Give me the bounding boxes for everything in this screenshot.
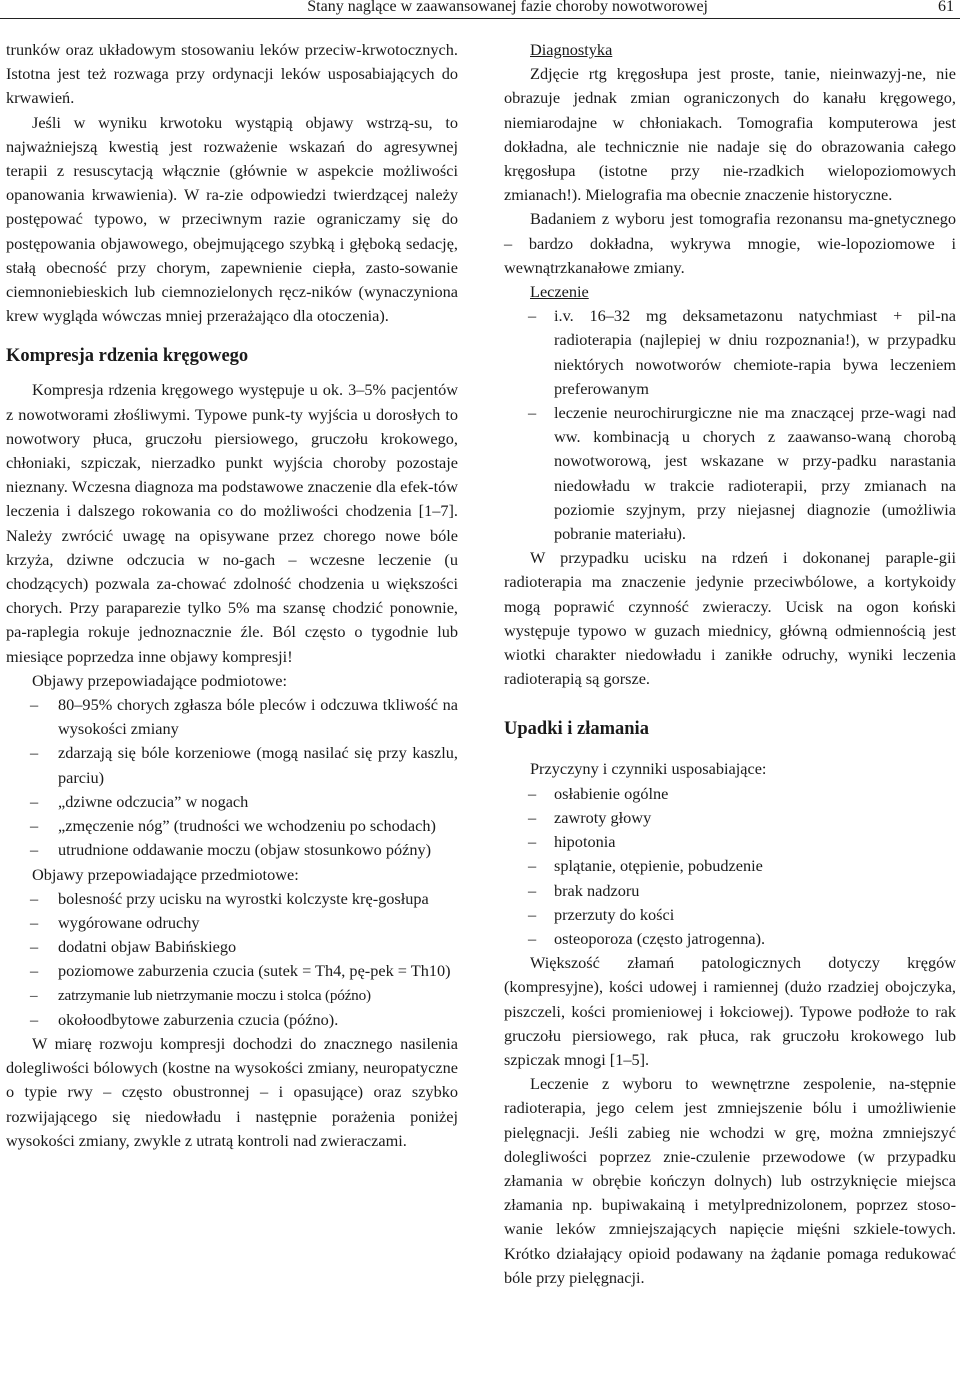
paragraph-diagnostics-mri: Badaniem z wyboru jest tomografia rezonansu ma-gnetycznego – bardzo dokładna, wykrywa mnogie, wie-lopoziomowe i wewnątrzkanałowe zmiany.: [504, 209, 956, 277]
objective-symptoms-label: Objawy przepowiadające przedmiotowe:: [32, 864, 299, 884]
list-item: – osłabienie ogólne: [504, 782, 956, 806]
objective-symptoms-list: [6, 887, 458, 1032]
left-column: [6, 38, 458, 1153]
list-item: – okołoodbytowe zaburzenia czucia (późno).: [6, 1008, 458, 1032]
list-item: – „dziwne odczucia” w nogach: [6, 790, 458, 814]
diagnostics-label: Diagnostyka: [530, 40, 613, 59]
list-item: – i.v. 16–32 mg deksametazonu natychmiast + pil-na radioterapia (najlepiej w dniu rozpoznania!), w przypadku niektórych nowotworów chemiote-rapia bywa leczeniem preferowanym: [504, 304, 956, 401]
subjective-symptoms-list: [6, 693, 458, 862]
causes-label: Przyczyny i czynniki usposabiające:: [530, 759, 767, 779]
list-item: – poziomowe zaburzenia czucia (sutek = Th4, pę-pek = Th10): [6, 959, 458, 983]
treatment-label: Leczenie: [530, 282, 589, 302]
list-item: – przerzuty do kości: [504, 903, 956, 927]
list-item: – leczenie neurochirurgiczne nie ma znaczącej prze-wagi nad ww. kombinacją u chorych z zaawanso-waną chorobą nowotworową, jest wskazane w przy-padku narastania niedowładu w trakcie radioterapii, przy zmianach na poziomie szyjnym, przy niejasnej diagnozie (umożliwia pobranie materiału).: [504, 401, 956, 546]
paragraph-fracture-treatment: Leczenie z wyboru to wewnętrzne zespolenie, na-stępnie radioterapia, jego celem jest zmniejszenie bólu i umożliwienie pielęgnacji. Jeśli zabieg nie wchodzi w grę, można zmniejszyć dolegliwości poprzez znie-czulenie przewodowe (w przypadku złamania w obrębie kończyn dolnych) lub ostrzyknięcie miejsca złamania np. bupiwakainą i metylprednizolonem, poprzez stoso-wanie leków zmniejszających napięcie mięśni szkiele-towych. Krótko działający opioid podawany na żądanie pomaga redukować bóle przy pielęgnacji.: [504, 1074, 956, 1287]
treatment-list: [504, 304, 956, 546]
causes-list: [504, 782, 956, 951]
paragraph-shock: Jeśli w wyniku krwotoku wystąpią objawy wstrzą-su, to najważniejszą kwestią jest rozważenie wskazań do agresywnej terapii z resuscytacją włącznie (głównie w aspekcie możliwości opanowania krwawienia). W ra-zie odpowiedzi twierdzącej należy postępować typowo, w przeciwnym razie ograniczamy się do postępowania objawowego, obejmującego szybką i głęboką sedację, stałą obecność przy chorym, zapewnienie ciepła, zasto-sowanie ciemnoniebieskich lub ciemnozielonych ręcz-ników (wynaczyniona krew wygląda wówczas mniej przerażająco dla otoczenia).: [6, 112, 458, 326]
list-item: – wygórowane odruchy: [6, 911, 458, 935]
subjective-symptoms-label: Objawy przepowiadające podmiotowe:: [32, 670, 287, 690]
list-item: – brak nadzoru: [504, 879, 956, 903]
list-item: – zdarzają się bóle korzeniowe (mogą nasilać się przy kaszlu, parciu): [6, 741, 458, 789]
section-heading-falls-fractures: Upadki i złamania: [504, 719, 649, 740]
paragraph-diagnostics-imaging: Zdjęcie rtg kręgosłupa jest proste, tanie, nieinwazyj-ne, nie obrazuje jednak zmian ograniczonych do kanału kręgowego, niemiarodajne w chłoniakach. Tomografia komputerowa jest dokładna, ale technicznie nie nadaje się do obrazowania całego kręgosłupa (istotne przy nie-rzadkich wielopoziomowych zmianach!). Mielografia ma obecnie znaczenie historyczne.: [504, 64, 956, 205]
page-number: 61: [938, 0, 954, 15]
list-item: – splątanie, otępienie, pobudzenie: [504, 854, 956, 878]
running-header: [0, 0, 960, 19]
paragraph-pathological-fractures: Większość złamań patologicznych dotyczy kręgów (kompresyjne), kości udowej i ramiennej (dużo rzadziej obojczyka, piszczeli, kości promieniowej i łokciowej). Typowe podłoże to rak gruczołu piersiowego, rak płuca, rak gruczołu krokowego lub szpiczak mnogi [1–5].: [504, 953, 956, 1069]
paragraph-bleeding-end: trunków oraz układowym stosowaniu leków przeciw-krwotocznych. Istotna jest też rozwaga przy ordynacji leków usposabiających do krwawień.: [6, 40, 458, 108]
list-item: – zawroty głowy: [504, 806, 956, 830]
list-item: – „zmęczenie nóg” (trudności we wchodzeniu po schodach): [6, 814, 458, 838]
list-item: – utrudnione oddawanie moczu (objaw stosunkowo późny): [6, 838, 458, 862]
list-item: – bolesność przy ucisku na wyrostki kolczyste krę-gosłupa: [6, 887, 458, 911]
paragraph-compression-progress: W miarę rozwoju kompresji dochodzi do znacznego nasilenia dolegliwości bólowych (kostne na wysokości zmiany, neuropatyczne o typie rwy – często obustronnej – i opasujące) oraz szybko rozwijającego się niedowładu i następnie porażenia poniżej wysokości zmiany, zwykle z utratą kontroli nad zwieraczami.: [6, 1033, 458, 1150]
paragraph-cauda-equina: W przypadku ucisku na rdzeń i dokonanej paraple-gii radioterapia ma znaczenie jedynie przeciwbólowe, a kortykoidy mogą poprawić czynność zwieraczy. Ucisk na ogon koński występuje typowo w guzach miednicy, główną odmiennością jest wiotki charakter niedowładu i zanikłe odruchy, wyniki leczenia radioterapią są gorsze.: [504, 548, 956, 689]
list-item: – zatrzymanie lub nietrzymanie moczu i stolca (późno): [6, 984, 458, 1008]
paragraph-compression-intro: Kompresja rdzenia kręgowego występuje u ok. 3–5% pacjentów z nowotworami złośliwymi. Typowe punk-ty wyjścia u dorosłych to nowotwory płuca, gruczołu piersiowego, gruczołu krokowego, chłoniaki, szpiczak, nierzadko punkt wyjścia choroby pozostaje nieznany. Wczesna diagnoza ma podstawowe znaczenie dla efek-tów leczenia i dalszego rokowania co do możliwości chodzenia [1–7]. Należy zwrócić uwagę na opisywane przez chorego nowe bóle krzyża, dziwne odczucia w no-gach – wczesne leczenie (u chodzących) pozwala za-chować zdolność chodzenia u większości chorych. Przy paraparezie tylko 5% ma szansę chodzić ponownie, pa-raplegia rokuje jednoznacznie źle. Ból często o tygodnie lub miesiące poprzedza inne objawy kompresji!: [6, 380, 458, 666]
section-heading-spinal-compression: Kompresja rdzenia kręgowego: [6, 346, 249, 367]
list-item: – dodatni objaw Babińskiego: [6, 935, 458, 959]
list-item: – hipotonia: [504, 830, 956, 854]
right-column: [504, 38, 956, 1290]
list-item: – 80–95% chorych zgłasza bóle pleców i odczuwa tkliwość na wysokości zmiany: [6, 693, 458, 741]
list-item: – osteoporoza (często jatrogenna).: [504, 927, 956, 951]
running-title: Stany naglące w zaawansowanej fazie choroby nowotworowej: [307, 0, 708, 15]
